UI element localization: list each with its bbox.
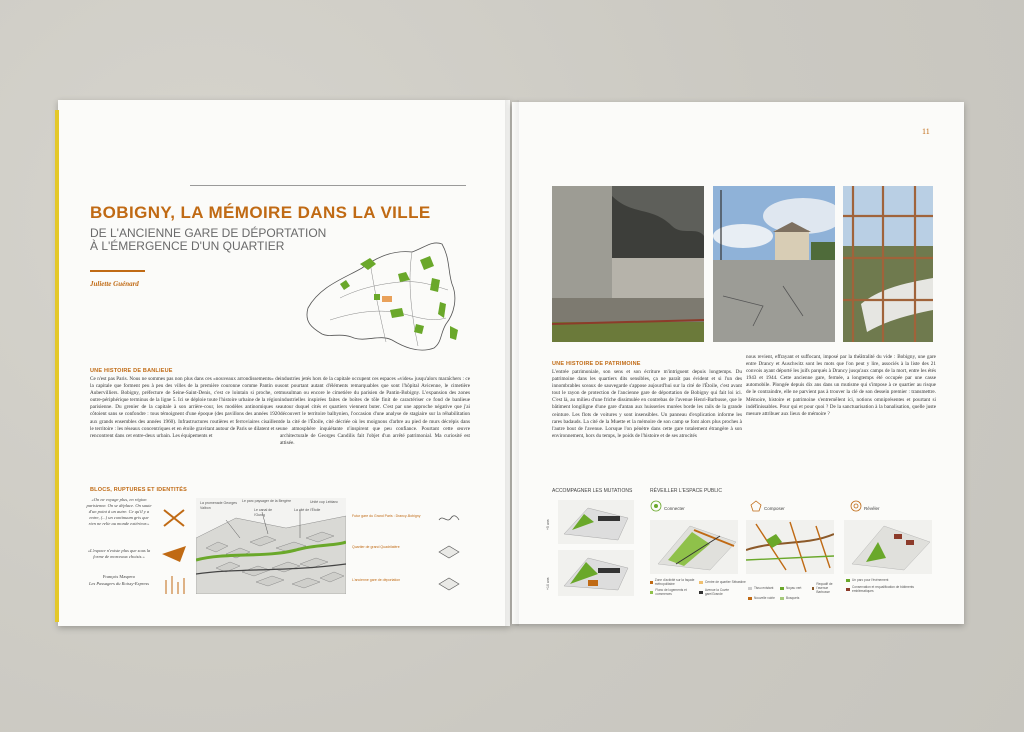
photo-fence-tanks [843, 186, 933, 342]
quote-maspero-1: «On ne voyage plus, en région parisienne. On se déplace. On saute d'un point à un autre. Ce qu'il y a entre, (...) un continuum gris que rien ne relie au monde extérieur.» [86, 497, 152, 526]
composer-diagram [746, 520, 834, 574]
map-label-parc: Le parc paysager de la Bergère [242, 499, 292, 503]
quote-book: Les Passagers du Roissy-Express [89, 581, 149, 586]
connecter-icon [650, 500, 662, 512]
article-title: BOBIGNY, LA MÉMOIRE DANS LA VILLE [90, 203, 431, 222]
map-label-leblanc: Unité cup Leblanc [310, 500, 339, 504]
legend-item: Requalif de l'avenue Barbusse [812, 582, 842, 594]
diagram-label-composer: Composer [764, 506, 785, 511]
commune-map [300, 238, 465, 356]
legend-item: Avenue la Cuvée gare/Grande [699, 588, 746, 596]
legend-item: Un parc pour l'événement [846, 578, 936, 582]
author-name: Juliette Guénard [90, 280, 139, 288]
rupture-pictograms [160, 506, 190, 598]
map-label-deportation-station: L'ancienne gare de déportation [352, 578, 401, 582]
article-subtitle-2: À L'ÉMERGENCE D'UN QUARTIER [90, 239, 285, 253]
diagram-heading-espace-public: RÉVEILLER L'ESPACE PUBLIC [650, 488, 723, 494]
legend-item: Centre de quartier Sébastine [699, 578, 746, 586]
reveler-icon [850, 500, 862, 512]
diagram-label-reveler: Révéler [864, 506, 880, 511]
left-body-col2: industries jetés hors de la capitale occupent ces espaces «vides» jusqu'alors maraîchers : ce sont pourtant autant d'éléments remarquables que sont l'hôpital Avicenne, le cimetière musulman ou encore le cimetière du parisien de Pantin-Bobigny. L'expansion des zones industrielles inspirées faites de boîtes de tôle finit de caractériser ce fond de banlieue autour duquel cités et quartiers viennent buter. C'est par une approche négative que j'ai découvert le territoire balbynien, l'occasion d'une analyse de stagiaire sur la réhabilitation de la cité de l'Étoile, cité décriée où les moignons d'arbre au pied de murs décrépis dans une atmosphère inquiétante n'inspirent que peu confiance. Pourtant cette œuvre architecturale de Georges Candilis fait l'objet d'un arrêté patrimonial. Ma curiosité est attisée. [280, 376, 470, 446]
diagram-label-connecter: Connecter [664, 506, 685, 511]
axis-label-10: +10 ans [546, 577, 550, 590]
mutations-diagram [558, 500, 634, 596]
map-label-etoile: La cité de l'Étoile [294, 508, 321, 512]
author-rule [90, 270, 145, 272]
map-label-canal: Le canal de l'Ourcq [254, 508, 273, 517]
header-rule [190, 185, 466, 186]
section-heading-banlieue: UNE HISTOIRE DE BANLIEUE [90, 368, 173, 374]
quote-author: François Maspero [102, 574, 136, 579]
composer-icon [750, 500, 762, 512]
section-heading-blocs: BLOCS, RUPTURES ET IDENTITÉS [90, 487, 187, 493]
photo-station-building [713, 186, 835, 342]
article-subtitle-1: DE L'ANCIENNE GARE DE DÉPORTATION [90, 226, 327, 240]
legend-composer [748, 582, 842, 600]
axis-label-5: +5 ans [546, 519, 550, 530]
legend-item: Noyau vert [780, 582, 810, 594]
connecter-diagram [650, 520, 738, 574]
green-spaces [340, 256, 458, 340]
aerial-axonometric-map [196, 498, 346, 594]
right-body-col2: nous revient, effrayant et suffocant, imposé par la théâtralité du vide : Bobigny, une gare entre Drancy et Auschwitz sont les mots que l'on peut y lire, associés à la liste des 21 convois ayant déporté les juifs parqués à Drancy jusqu'aux camps de la mort, entre les étés 1943 et 1944. Cette ancienne gare, fermée, a longtemps été occupée par une casse automobile. Plongée depuis dix ans dans un mutisme qui s'impose à ce quartier au risque de le contraindre, elle ne parvient pas à trouver la clé de son dessein premier : transmettre. Mémoire, histoire et patrimoine s'entremêlent ici, notions omniprésentes et pourtant si indéfinissables. Pour qui et pour quoi ? De la sanctuarisation à la banalisation, quelle juste mesure attribuer aux lieux de mémoire ? [746, 354, 936, 417]
section-heading-patrimoine: UNE HISTOIRE DE PATRIMOINE [552, 361, 641, 367]
photo-concrete-wall [552, 186, 704, 342]
road-line [330, 311, 446, 320]
left-body-col1: Ce n'est pas Paris. Nous ne sommes pas non plus dans ces «nouveaux arrondissements» de la capitale que forment peu à peu des villes de la première couronne comme Pantin ou Aubervilliers. Bobigny, préfecture de Seine-Saint-Denis, c'est ce lointain si proche, cet outre-périphérique terminus de la ligne 5. Ici se déploie toute l'histoire urbaine de la région parisienne. Du grenier de la capitale à son arrière-cour, les modèles antinomiques se côtoient sans se confondre : tous témoignent d'une époque (des pavillons des années 1920 aux grands ensembles des années 1960). Infrastructures routières et ferroviaires cisaillent le territoire : les réseaux concentriques et en étoile gravitant autour de Paris se dilatent et se rencontrent dans cet entre-deux urbain. Les équipements et [90, 376, 280, 439]
legend-item: Tissu existant [748, 582, 778, 594]
page-number: 11 [922, 127, 930, 136]
quote-maspero-2: «L'espace n'existe plus que sous la forme de morceaux choisis.» [87, 548, 151, 559]
legend-item: Zone d'activité sur la façade métropolitaine [650, 578, 697, 586]
reveler-diagram [844, 520, 932, 574]
cover-edge [55, 110, 59, 622]
legend-item: Nouvelle voirie [748, 596, 778, 600]
map-label-quadrilatere: Quartier de grand Quadrilatère [352, 545, 400, 549]
legend-connecter [650, 578, 746, 596]
spine-shadow [505, 100, 519, 626]
map-key-icons [437, 512, 461, 594]
site-highlight [382, 296, 392, 302]
commune-outline [307, 243, 455, 350]
map-label-future-station: Futur gare du Grand Paris : Drancy-Bobigny [352, 514, 421, 518]
legend-item: Flanc de logements et commerces [650, 588, 697, 596]
diagram-heading-mutations: ACCOMPAGNER LES MUTATIONS [552, 488, 633, 494]
legend-item: Bosquets [780, 596, 810, 600]
legend-item: Conservation et requalification de bâtiments emblématiques [846, 585, 936, 593]
right-body-col1: L'entrée patrimoniale, son sens et son écriture m'intriguent depuis longtemps. Du patrimoine dans les quartiers dits sensibles, ça ne paraît pas évident et si l'un des innombrables sceaux de sauvegarde s'appose aujourd'hui sur la cité de l'Étoile, c'est avant tout le rayon de protection de l'ancienne gare de déportation de Bobigny qui fait loi ici. C'est là, au milieu d'une friche dissimulée en contrebas de l'avenue Henri-Barbusse, que le bâtiment longiligne d'une gare d'antan aux huisseries murées borde les rails de la grande ceinture. Les flots de voitures y sont insensibles. Un panneau d'explication informe les rares badauds. La cité de la Muette et la mémoire de son camp se font alors plus proches à l'autre bout de l'avenue. Lorsque l'on pénètre dans cette gare totalement étrangère à son environnement, hors du temps, le poids de l'histoire et de ses atrocités [552, 369, 742, 439]
legend-reveler [846, 578, 936, 593]
map-label-promenade: La promenade Georges Valbon [200, 501, 237, 510]
